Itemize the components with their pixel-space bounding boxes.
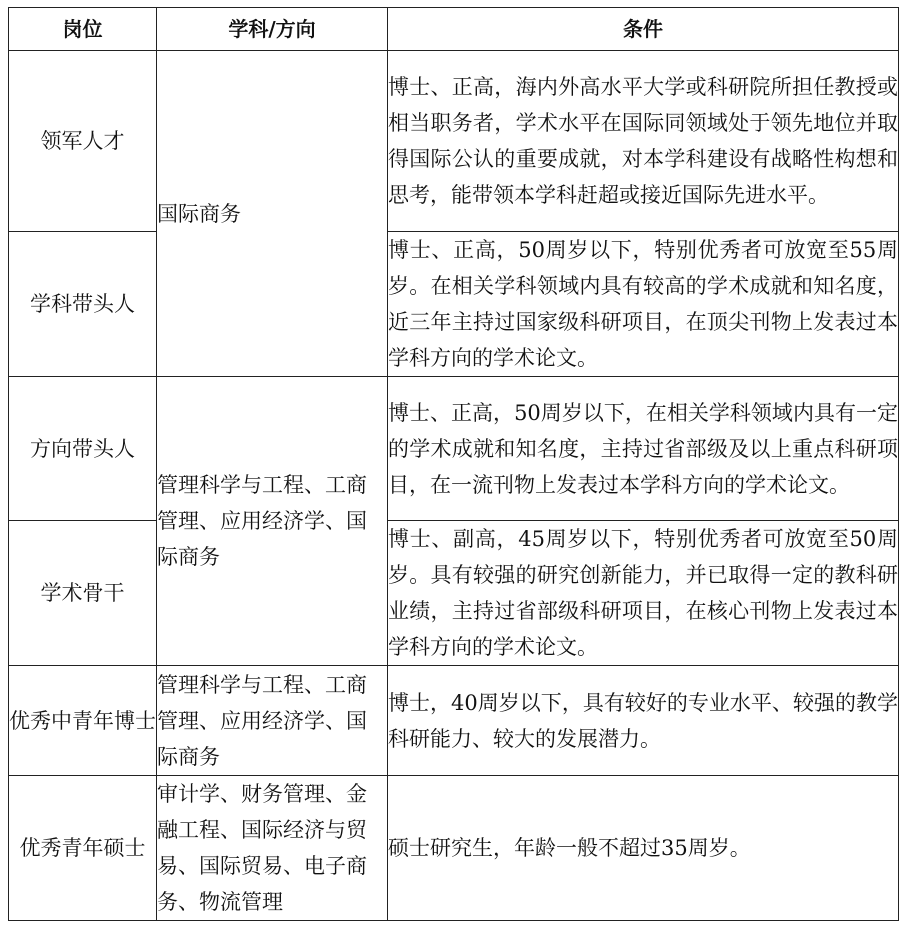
position-cell: 优秀青年硕士 [9,776,157,921]
header-subject: 学科/方向 [157,8,388,51]
position-cell: 学科带头人 [9,232,157,377]
condition-cell: 博士，40周岁以下，具有较好的专业水平、较强的教学科研能力、较大的发展潜力。 [388,666,899,776]
table-row [9,232,899,377]
condition-cell: 博士、正高，50周岁以下，在相关学科领域内具有一定的学术成就和知名度，主持过省部级及以上重点科研项目，在一流刊物上发表过本学科方向的学术论文。 [388,377,899,521]
subject-cell: 管理科学与工程、工商管理、应用经济学、国际商务 [157,377,388,666]
condition-cell: 博士、副高，45周岁以下，特别优秀者可放宽至50周岁。具有较强的研究创新能力，并已取得一定的教科研业绩，主持过省部级科研项目，在核心刊物上发表过本学科方向的学术论文。 [388,521,899,666]
subject-cell: 管理科学与工程、工商管理、应用经济学、国际商务 [157,666,388,776]
table-row [9,377,899,521]
position-cell: 领军人才 [9,51,157,232]
subject-cell: 审计学、财务管理、金融工程、国际经济与贸易、国际贸易、电子商务、物流管理 [157,776,388,921]
recruitment-table [8,7,899,921]
table-header-row [9,8,899,51]
header-condition: 条件 [388,8,899,51]
table-row [9,51,899,232]
table-row [9,776,899,921]
condition-cell: 博士、正高，海内外高水平大学或科研院所担任教授或相当职务者，学术水平在国际同领域处于领先地位并取得国际公认的重要成就，对本学科建设有战略性构想和思考，能带领本学科赶超或接近国际先进水平。 [388,51,899,232]
position-cell: 学术骨干 [9,521,157,666]
table-row [9,666,899,776]
header-position: 岗位 [9,8,157,51]
condition-cell: 博士、正高，50周岁以下，特别优秀者可放宽至55周岁。在相关学科领域内具有较高的学术成就和知名度，近三年主持过国家级科研项目，在顶尖刊物上发表过本学科方向的学术论文。 [388,232,899,377]
position-cell: 优秀中青年博士 [9,666,157,776]
condition-cell: 硕士研究生，年龄一般不超过35周岁。 [388,776,899,921]
subject-cell: 国际商务 [157,51,388,377]
table-row [9,521,899,666]
position-cell: 方向带头人 [9,377,157,521]
